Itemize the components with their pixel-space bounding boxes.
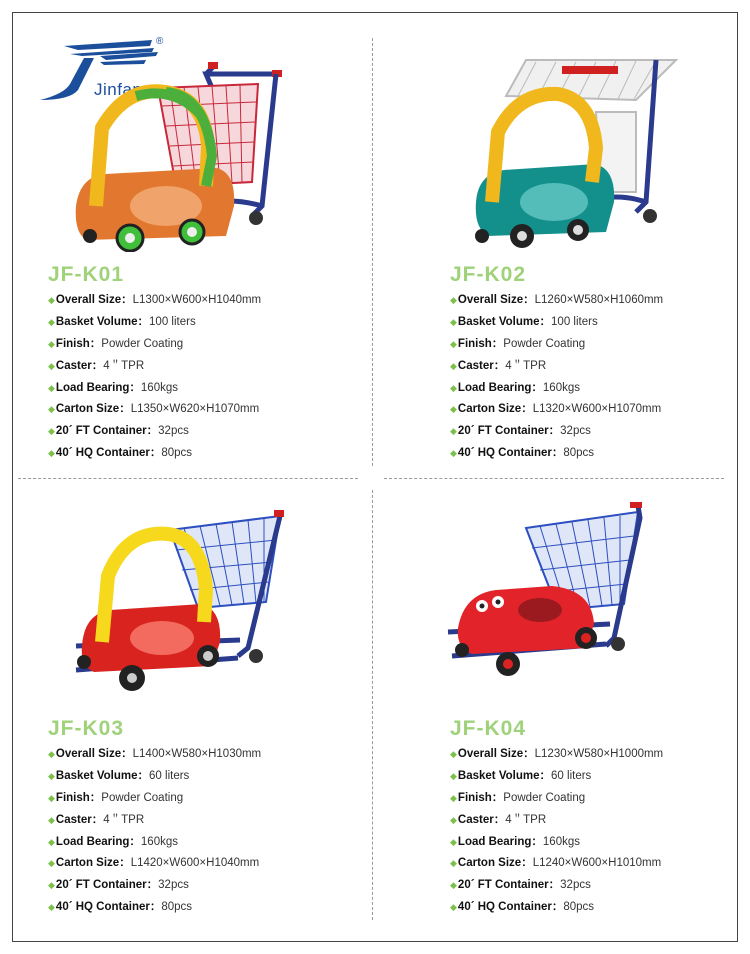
spec-list-jf-k02 [450, 290, 663, 465]
spec-label: Load Bearing [457, 381, 532, 394]
spec-row: ◆Caster：4＂TPR [48, 359, 145, 372]
spec-label: Caster [55, 359, 92, 372]
spec-row: ◆Finish：Powder Coating [450, 791, 586, 804]
spec-row: ◆Basket Volume：60 liters [450, 769, 592, 782]
spec-value: L1350×W620×H1070mm [130, 403, 260, 416]
spec-label: 20´ FT Container [55, 425, 147, 438]
spec-row: ◆20´ FT Container：32pcs [450, 425, 591, 438]
spec-row: ◆40´ HQ Container：80pcs [48, 447, 193, 460]
spec-label: Overall Size [55, 294, 122, 306]
diamond-bullet-icon: ◆ [450, 749, 457, 759]
diamond-bullet-icon: ◆ [450, 792, 457, 803]
spec-value: 80pcs [161, 447, 193, 460]
spec-value: 4＂TPR [103, 359, 145, 372]
spec-label: Finish [457, 337, 492, 350]
diamond-bullet-icon: ◆ [450, 880, 457, 891]
spec-label: Basket Volume [55, 769, 138, 782]
spec-row: ◆Carton Size：L1350×W620×H1070mm [48, 403, 260, 416]
spec-value: 160kgs [140, 835, 178, 848]
product-image-jf-k03 [70, 506, 290, 702]
diamond-bullet-icon: ◆ [450, 382, 457, 393]
spec-label: Caster [457, 359, 494, 372]
spec-row: ◆Finish：Powder Coating [48, 791, 184, 804]
diamond-bullet-icon: ◆ [450, 902, 457, 913]
divider-horizontal-left [18, 478, 358, 479]
spec-value: 80pcs [161, 901, 193, 914]
model-title-jf-k03: JF-K03 [48, 717, 125, 740]
diamond-bullet-icon: ◆ [48, 814, 55, 825]
spec-label: Basket Volume [457, 769, 540, 782]
spec-value: L1320×W600×H1070mm [532, 403, 662, 416]
spec-list-jf-k04 [450, 744, 663, 919]
spec-label: Load Bearing [55, 835, 130, 848]
diamond-bullet-icon: ◆ [450, 295, 457, 305]
spec-value: 60 liters [149, 769, 190, 782]
divider-vertical-bottom [372, 490, 373, 920]
spec-value: 80pcs [563, 447, 595, 460]
spec-row: ◆Overall Size：L1230×W580×H1000mm [450, 748, 664, 760]
spec-row: ◆Carton Size：L1320×W600×H1070mm [450, 403, 662, 416]
diamond-bullet-icon: ◆ [450, 770, 457, 781]
spec-row: ◆Load Bearing：160kgs [450, 835, 580, 848]
spec-label: Overall Size [55, 748, 122, 760]
diamond-bullet-icon: ◆ [450, 814, 457, 825]
brand-name: Jinfan [94, 80, 143, 99]
diamond-bullet-icon: ◆ [48, 338, 55, 349]
spec-value: 4＂TPR [505, 359, 547, 372]
spec-label: Carton Size [457, 857, 522, 870]
spec-row: ◆Load Bearing：160kgs [48, 381, 178, 394]
spec-label: Overall Size [457, 294, 524, 306]
spec-row: ◆Caster：4＂TPR [48, 813, 145, 826]
spec-row: ◆Carton Size：L1420×W600×H1040mm [48, 857, 260, 870]
spec-value: 60 liters [551, 769, 592, 782]
spec-row: ◆Overall Size：L1260×W580×H1060mm [450, 294, 664, 306]
divider-horizontal-right [384, 478, 724, 479]
spec-value: 32pcs [560, 425, 591, 438]
product-image-jf-k04 [442, 498, 662, 688]
diamond-bullet-icon: ◆ [48, 448, 55, 459]
diamond-bullet-icon: ◆ [48, 316, 55, 327]
spec-row: ◆Caster：4＂TPR [450, 813, 547, 826]
spec-label: Caster [55, 813, 92, 826]
spec-value: 100 liters [551, 315, 598, 328]
diamond-bullet-icon: ◆ [48, 836, 55, 847]
diamond-bullet-icon: ◆ [450, 836, 457, 847]
spec-row: ◆40´ HQ Container：80pcs [450, 901, 595, 914]
diamond-bullet-icon: ◆ [48, 360, 55, 371]
spec-label: Finish [457, 791, 492, 804]
spec-value: Powder Coating [503, 337, 586, 350]
spec-label: Overall Size [457, 748, 524, 760]
spec-label: Finish [55, 337, 90, 350]
spec-value: 100 liters [149, 315, 196, 328]
spec-row: ◆Caster：4＂TPR [450, 359, 547, 372]
spec-label: 20´ FT Container [457, 425, 549, 438]
diamond-bullet-icon: ◆ [450, 426, 457, 437]
spec-row: ◆40´ HQ Container：80pcs [450, 447, 595, 460]
spec-row: ◆20´ FT Container：32pcs [48, 879, 189, 892]
diamond-bullet-icon: ◆ [48, 749, 55, 759]
diamond-bullet-icon: ◆ [48, 382, 55, 393]
spec-value: L1230×W580×H1000mm [534, 748, 664, 760]
spec-value: 160kgs [140, 381, 178, 394]
diamond-bullet-icon: ◆ [48, 880, 55, 891]
diamond-bullet-icon: ◆ [450, 448, 457, 459]
spec-value: 80pcs [563, 901, 595, 914]
spec-row: ◆Load Bearing：160kgs [450, 381, 580, 394]
diamond-bullet-icon: ◆ [450, 858, 457, 869]
diamond-bullet-icon: ◆ [48, 426, 55, 437]
diamond-bullet-icon: ◆ [450, 404, 457, 415]
spec-row: ◆20´ FT Container：32pcs [450, 879, 591, 892]
spec-value: 32pcs [158, 425, 189, 438]
spec-label: 20´ FT Container [55, 879, 147, 892]
spec-label: Basket Volume [457, 315, 540, 328]
diamond-bullet-icon: ◆ [48, 858, 55, 869]
spec-value: 160kgs [542, 835, 580, 848]
diamond-bullet-icon: ◆ [48, 902, 55, 913]
diamond-bullet-icon: ◆ [48, 792, 55, 803]
model-title-jf-k02: JF-K02 [450, 263, 527, 286]
spec-label: Load Bearing [457, 835, 532, 848]
spec-label: Basket Volume [55, 315, 138, 328]
spec-value: 32pcs [560, 879, 591, 892]
diamond-bullet-icon: ◆ [48, 770, 55, 781]
spec-row: ◆Overall Size：L1400×W580×H1030mm [48, 748, 262, 760]
diamond-bullet-icon: ◆ [450, 338, 457, 349]
spec-value: L1240×W600×H1010mm [532, 857, 662, 870]
spec-row: ◆Basket Volume：100 liters [450, 315, 598, 328]
spec-label: 40´ HQ Container [55, 901, 150, 914]
spec-value: L1300×W600×H1040mm [132, 294, 262, 306]
spec-value: Powder Coating [101, 791, 184, 804]
spec-label: 40´ HQ Container [55, 447, 150, 460]
spec-row: ◆Carton Size：L1240×W600×H1010mm [450, 857, 662, 870]
spec-row: ◆20´ FT Container：32pcs [48, 425, 189, 438]
spec-label: Carton Size [457, 403, 522, 416]
spec-row: ◆Finish：Powder Coating [450, 337, 586, 350]
spec-label: 40´ HQ Container [457, 447, 552, 460]
spec-row: ◆Finish：Powder Coating [48, 337, 184, 350]
spec-value: 4＂TPR [505, 813, 547, 826]
spec-label: Finish [55, 791, 90, 804]
divider-vertical-top [372, 38, 373, 466]
diamond-bullet-icon: ◆ [450, 316, 457, 327]
spec-value: L1420×W600×H1040mm [130, 857, 260, 870]
registered-mark: ® [156, 36, 164, 47]
spec-list-jf-k01 [48, 290, 261, 465]
spec-label: Caster [457, 813, 494, 826]
spec-list-jf-k03 [48, 744, 261, 919]
diamond-bullet-icon: ◆ [48, 404, 55, 415]
spec-row: ◆Overall Size：L1300×W600×H1040mm [48, 294, 262, 306]
spec-row: ◆Basket Volume：60 liters [48, 769, 190, 782]
spec-row: ◆Load Bearing：160kgs [48, 835, 178, 848]
spec-value: L1260×W580×H1060mm [534, 294, 664, 306]
spec-value: 4＂TPR [103, 813, 145, 826]
spec-label: Load Bearing [55, 381, 130, 394]
spec-label: Carton Size [55, 857, 120, 870]
spec-value: L1400×W580×H1030mm [132, 748, 262, 760]
spec-value: Powder Coating [503, 791, 586, 804]
spec-label: 20´ FT Container [457, 879, 549, 892]
spec-row: ◆Basket Volume：100 liters [48, 315, 196, 328]
product-image-jf-k01 [66, 56, 296, 252]
diamond-bullet-icon: ◆ [450, 360, 457, 371]
spec-row: ◆40´ HQ Container：80pcs [48, 901, 193, 914]
diamond-bullet-icon: ◆ [48, 295, 55, 305]
product-image-jf-k02 [466, 52, 686, 252]
model-title-jf-k04: JF-K04 [450, 717, 527, 740]
spec-label: 40´ HQ Container [457, 901, 552, 914]
model-title-jf-k01: JF-K01 [48, 263, 125, 286]
spec-label: Carton Size [55, 403, 120, 416]
spec-value: Powder Coating [101, 337, 184, 350]
spec-value: 32pcs [158, 879, 189, 892]
spec-value: 160kgs [542, 381, 580, 394]
